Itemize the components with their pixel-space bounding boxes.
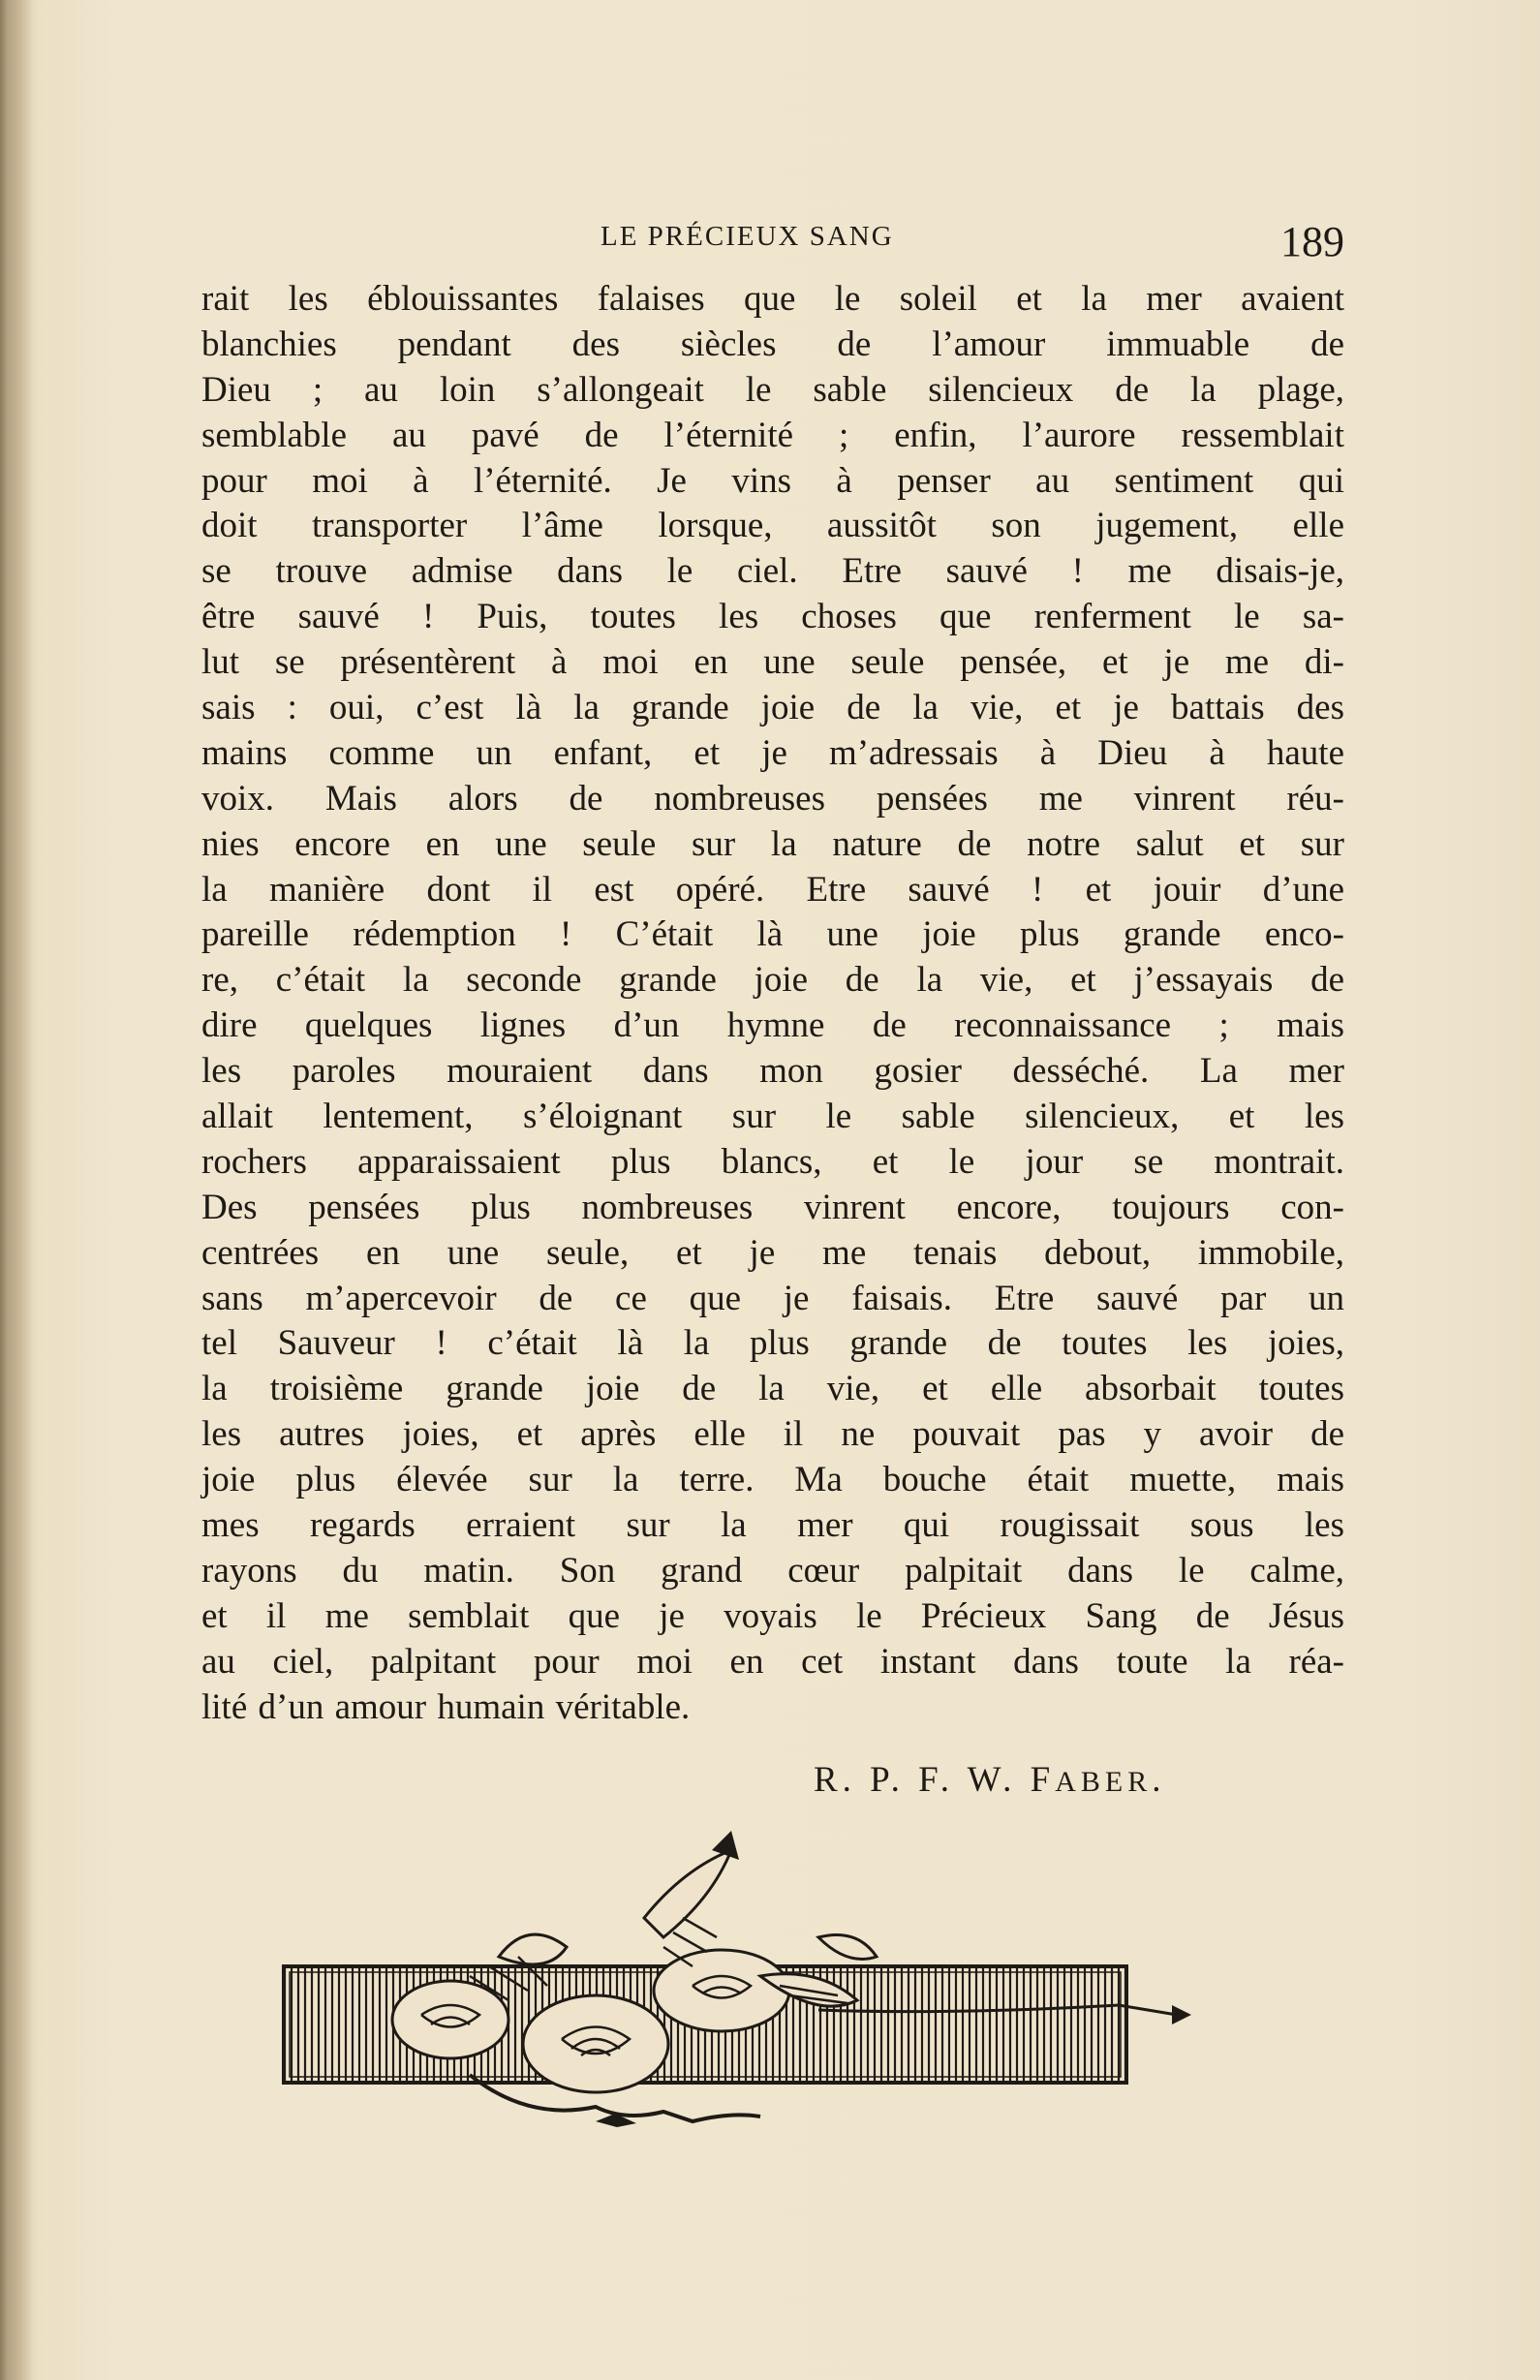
text-line: joie plus élevée sur la terre. Ma bouche était muette, mais: [201, 1460, 1344, 1500]
text-line: doit transporter l’âme lorsque, aussitôt son jugement, elle: [201, 506, 1344, 546]
text-line: la troisième grande joie de la vie, et elle absorbait toutes: [201, 1369, 1344, 1409]
text-line: et il me semblait que je voyais le Précieux Sang de Jésus: [201, 1595, 1344, 1636]
page-number: 189: [1280, 218, 1344, 265]
text-line: sais : oui, c’est là la grande joie de la vie, et je battais des: [201, 688, 1344, 728]
text-line: dire quelques lignes d’un hymne de reconnaissance ; mais: [201, 1005, 1344, 1046]
text-line: au ciel, palpitant pour moi en cet instant dans toute la réa-: [201, 1641, 1344, 1682]
text-line: pour moi à l’éternité. Je vins à penser au sentiment qui: [201, 460, 1344, 501]
text-line: sans m’apercevoir de ce que je faisais. Etre sauvé par un: [201, 1278, 1344, 1318]
text-line: tel Sauveur ! c’était là la plus grande de toutes les joies,: [201, 1323, 1344, 1364]
running-head: LE PRÉCIEUX SANG: [601, 221, 894, 252]
signature-period: .: [1152, 1760, 1166, 1800]
text-line: blanchies pendant des siècles de l’amour immuable de: [201, 324, 1344, 364]
text-line: re, c’était la seconde grande joie de la vie, et j’essayais de: [201, 960, 1344, 1001]
text-line: les paroles mouraient dans mon gosier desséché. La mer: [201, 1051, 1344, 1092]
text-line: nies encore en une seule sur la nature de notre salut et sur: [201, 823, 1344, 864]
text-line: être sauvé ! Puis, toutes les choses que renferment le sa-: [201, 597, 1344, 637]
text-line: semblable au pavé de l’éternité ; enfin, l’aurore ressemblait: [201, 415, 1344, 455]
text-line: pareille rédemption ! C’était là une joie plus grande enco-: [201, 914, 1344, 955]
signature-smallcaps: ABER: [1055, 1766, 1153, 1798]
text-line: lut se présentèrent à moi en une seule pensée, et je me di-: [201, 642, 1344, 683]
text-line: mains comme un enfant, et je m’adressais à Dieu à haute: [201, 732, 1344, 773]
text-line: rait les éblouissantes falaises que le soleil et la mer avaient: [201, 279, 1344, 319]
author-signature: [814, 1759, 1165, 1801]
body-text: [201, 277, 1344, 1731]
text-line: rayons du matin. Son grand cœur palpitait dans le calme,: [201, 1550, 1344, 1591]
text-line: mes regards erraient sur la mer qui rougissait sous les: [201, 1505, 1344, 1546]
floral-tailpiece-icon: [276, 1831, 1283, 2160]
text-line: la manière dont il est opéré. Etre sauvé ! et jouir d’une: [201, 869, 1344, 910]
signature-initials: R. P. F. W. F: [814, 1760, 1056, 1800]
text-line: Des pensées plus nombreuses vinrent encore, toujours con-: [201, 1187, 1344, 1227]
text-line: voix. Mais alors de nombreuses pensées me vinrent réu-: [201, 778, 1344, 819]
text-line: allait lentement, s’éloignant sur le sable silencieux, et les: [201, 1097, 1344, 1137]
text-line: centrées en une seule, et je me tenais debout, immobile,: [201, 1232, 1344, 1273]
text-line: Dieu ; au loin s’allongeait le sable silencieux de la plage,: [201, 369, 1344, 410]
page-gutter-shadow: [0, 0, 33, 2380]
text-line: se trouve admise dans le ciel. Etre sauvé ! me disais-je,: [201, 551, 1344, 592]
text-line: rochers apparaissaient plus blancs, et le jour se montrait.: [201, 1141, 1344, 1182]
text-line: lité d’un amour humain véritable.: [201, 1686, 691, 1727]
text-line: les autres joies, et après elle il ne pouvait pas y avoir de: [201, 1414, 1344, 1455]
